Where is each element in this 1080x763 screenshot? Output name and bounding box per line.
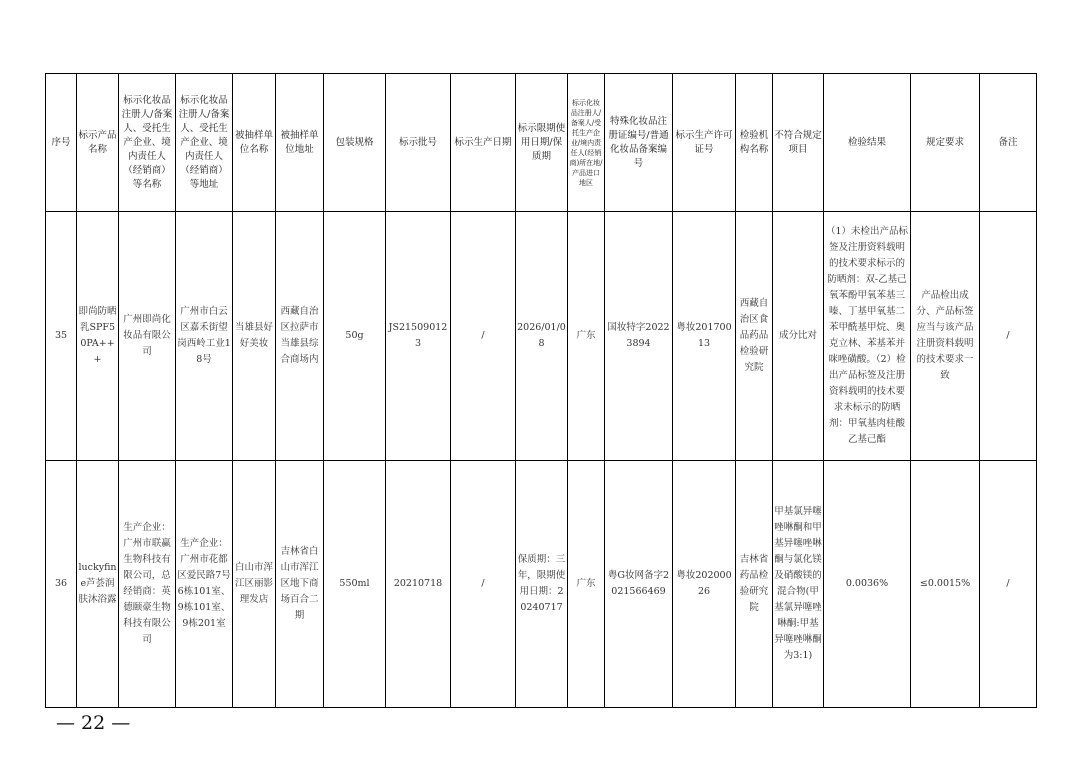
- header-nonconforming-item: 不符合规定项目: [773, 74, 824, 212]
- page-number: — 22 —: [56, 712, 131, 734]
- cell-expiry: 保质期：三年，限期使用日期：20240717: [516, 461, 568, 708]
- cell-expiry: 2026/01/08: [516, 212, 568, 461]
- header-requirement: 规定要求: [911, 74, 980, 212]
- header-batch-no: 标示批号: [386, 74, 451, 212]
- header-production-date: 标示生产日期: [451, 74, 516, 212]
- header-expiry: 标示限期使用日期/保质期: [516, 74, 568, 212]
- header-registration-no: 特殊化妆品注册证编号/普通化妆品备案编号: [605, 74, 673, 212]
- cell-seq: 35: [46, 212, 77, 461]
- cell-registration-no: 国妆特字20223894: [605, 212, 673, 461]
- header-package-spec: 包装规格: [324, 74, 386, 212]
- table-row: [46, 461, 1037, 708]
- header-inspection-org: 检验机构名称: [736, 74, 773, 212]
- cell-license-no: 粤妆20200026: [673, 461, 736, 708]
- cell-production-date: /: [451, 461, 516, 708]
- cell-package-spec: 50g: [324, 212, 386, 461]
- cell-remark: /: [980, 212, 1037, 461]
- header-sampled-unit-address: 被抽样单位地址: [276, 74, 324, 212]
- cell-holder-address: 广州市白云区嘉禾街望岗西岭工业18号: [176, 212, 233, 461]
- cell-requirement: ≤0.0015%: [911, 461, 980, 708]
- cell-holder-name: 生产企业：广州市联赢生物科技有限公司，总经销商：英德颐豪生物科技有限公司: [119, 461, 176, 708]
- table-header-row: [46, 74, 1037, 212]
- cell-batch-no: 20210718: [386, 461, 451, 708]
- inspection-results-table: [45, 73, 1037, 708]
- cell-seq: 36: [46, 461, 77, 708]
- cell-batch-no: JS215090123: [386, 212, 451, 461]
- cell-production-date: /: [451, 212, 516, 461]
- cell-result: （1）未检出产品标签及注册资料载明的技术要求标示的防晒剂：双-乙基己氧苯酚甲氧苯基三嗪、丁基甲氧基二苯甲酰基甲烷、奥克立林、苯基苯并咪唑磺酸。（2）检出产品标签及注册资料载明的技术要求未标示的防晒剂：甲氧基肉桂酸乙基己酯: [824, 212, 911, 461]
- cell-license-no: 粤妆20170013: [673, 212, 736, 461]
- cell-nonconforming-item: 甲基氯异噻唑啉酮和甲基异噻唑啉酮与氯化镁及硝酸镁的混合物(甲基氯异噻唑啉酮:甲基异噻唑啉酮为3:1): [773, 461, 824, 708]
- header-holder-name: 标示化妆品注册人/备案人、受托生产企业、境内责任人（经销商）等名称: [119, 74, 176, 212]
- cell-origin: 广东: [568, 212, 605, 461]
- table-row: [46, 212, 1037, 461]
- cell-inspection-org: 西藏自治区食品药品检验研究院: [736, 212, 773, 461]
- header-license-no: 标示生产许可证号: [673, 74, 736, 212]
- header-seq: 序号: [46, 74, 77, 212]
- header-result: 检验结果: [824, 74, 911, 212]
- cell-product-name: luckyfine芦荟润肤沐浴露: [77, 461, 119, 708]
- cell-requirement: 产品检出成分、产品标签应当与该产品注册资料载明的技术要求一致: [911, 212, 980, 461]
- header-sampled-unit-name: 被抽样单位名称: [233, 74, 276, 212]
- header-remark: 备注: [980, 74, 1037, 212]
- cell-holder-name: 广州即尚化妆品有限公司: [119, 212, 176, 461]
- cell-sampled-unit-name: 当雄县好好美妆: [233, 212, 276, 461]
- cell-product-name: 即尚防晒乳SPF50PA+++: [77, 212, 119, 461]
- header-holder-address: 标示化妆品注册人/备案人、受托生产企业、境内责任人（经销商）等地址: [176, 74, 233, 212]
- cell-origin: 广东: [568, 461, 605, 708]
- header-origin: 标示化妆品注册人/备案人/受托生产企业/境内责任人(经销商)所在地/产品进口地区: [568, 74, 605, 212]
- header-product-name: 标示产品名称: [77, 74, 119, 212]
- cell-package-spec: 550ml: [324, 461, 386, 708]
- cell-registration-no: 粤G妆网备字2021566469: [605, 461, 673, 708]
- cell-remark: /: [980, 461, 1037, 708]
- cell-sampled-unit-name: 白山市浑江区丽影理发店: [233, 461, 276, 708]
- cell-sampled-unit-address: 吉林省白山市浑江区地下商场百合二期: [276, 461, 324, 708]
- cell-inspection-org: 吉林省药品检验研究院: [736, 461, 773, 708]
- cell-sampled-unit-address: 西藏自治区拉萨市当雄县综合商场内: [276, 212, 324, 461]
- cell-result: 0.0036%: [824, 461, 911, 708]
- cell-holder-address: 生产企业：广州市花都区爱民路7号6栋101室、9栋101室、9栋201室: [176, 461, 233, 708]
- cell-nonconforming-item: 成分比对: [773, 212, 824, 461]
